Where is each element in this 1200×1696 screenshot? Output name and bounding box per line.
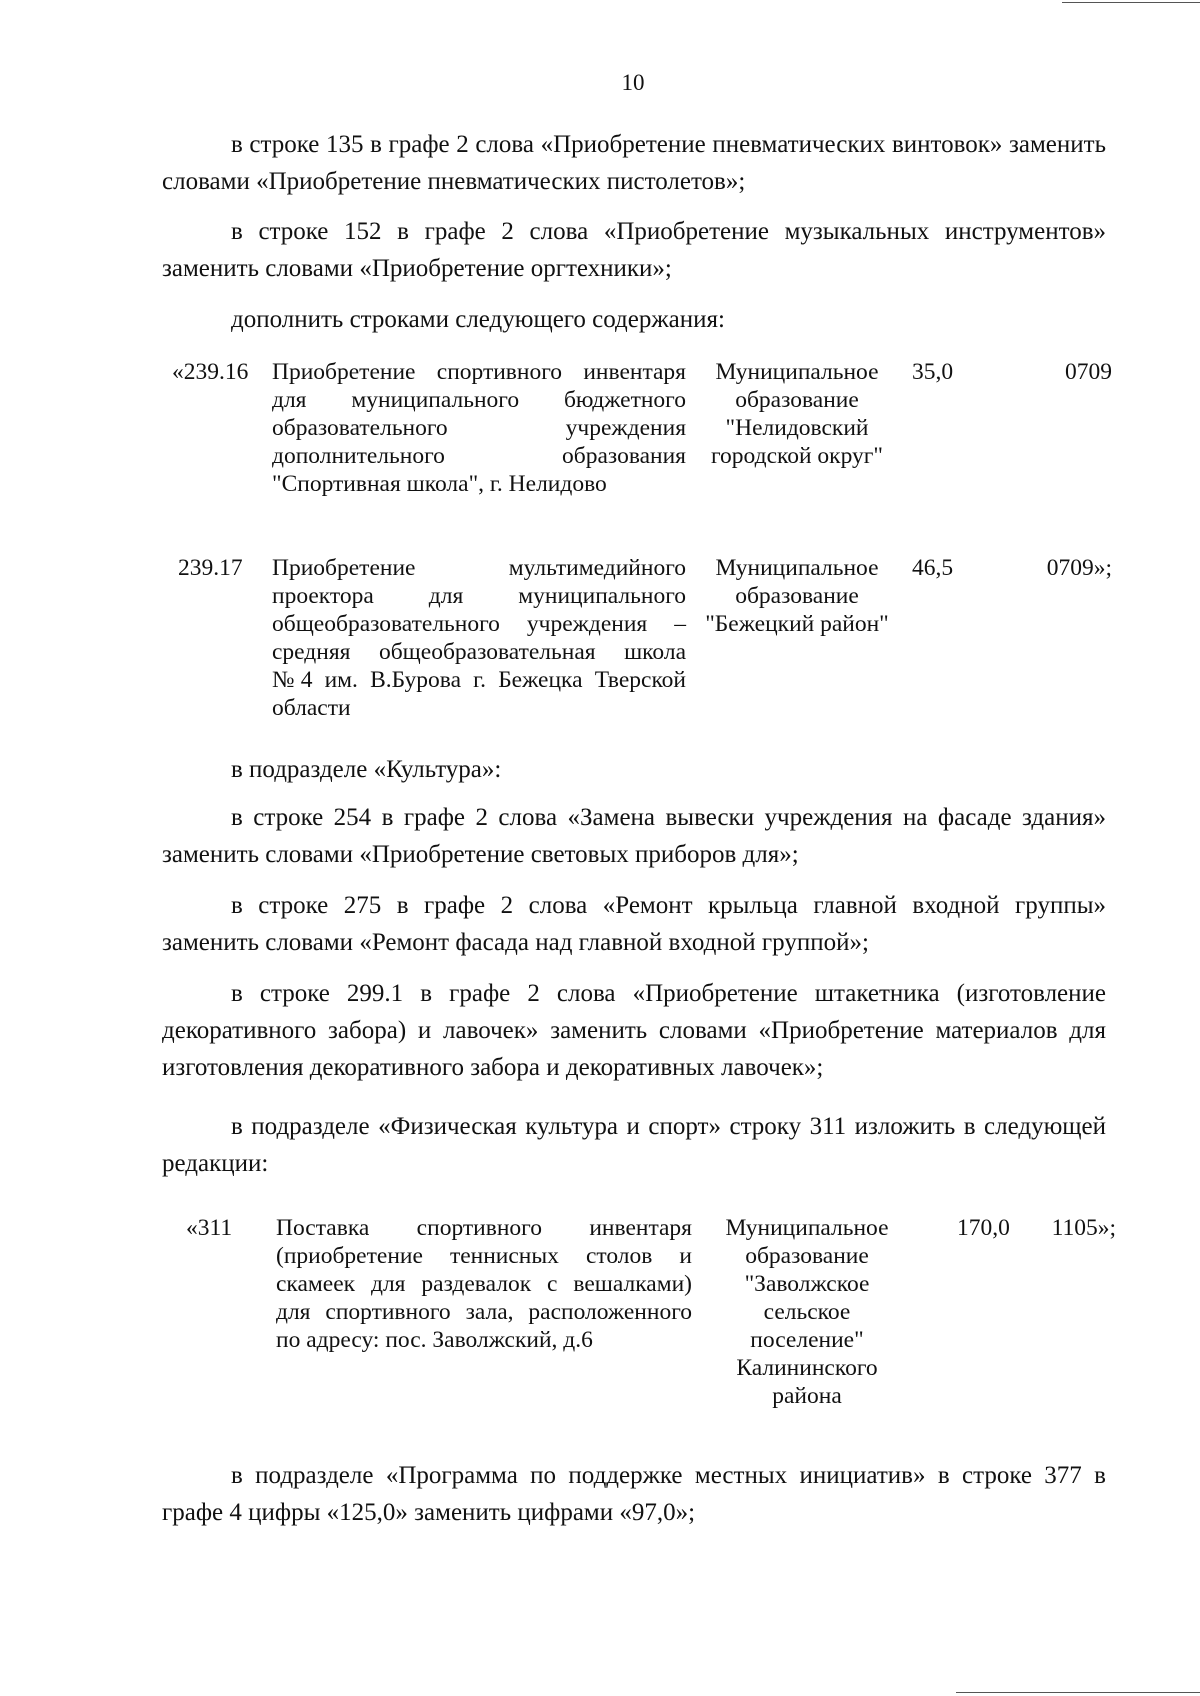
paragraph-row-299-1: в строке 299.1 в графе 2 слова «Приобретение штакетника (изготовление декоративного забора) и лавочек» заменить словами «Приобретение материалов для изготовления декоративного забора и декоративных лавочек»; — [162, 980, 1106, 1081]
organization-line: Муниципальное — [725, 1215, 889, 1241]
paragraph-row-275: в строке 275 в графе 2 слова «Ремонт крыльца главной входной группы» заменить словами «Ремонт фасада над главной входной группой»; — [162, 892, 1106, 956]
row-number: 239.17 — [178, 555, 243, 581]
row-organization — [702, 554, 892, 638]
row-organization — [712, 1214, 902, 1410]
scan-edge-bottom — [956, 1692, 1200, 1693]
organization-line: района — [772, 1383, 842, 1409]
organization-line: Муниципальное — [715, 359, 879, 385]
row-description — [276, 1214, 692, 1354]
organization-line: "Заволжское — [744, 1271, 870, 1297]
description-line: для спортивного зала, расположенного — [276, 1299, 692, 1325]
paragraph-local-initiatives: в подразделе «Программа по поддержке местных инициатив» в строке 377 в графе 4 цифры «125,0» заменить цифрами «97,0»; — [162, 1462, 1106, 1526]
page-number: 10 — [621, 70, 645, 95]
description-line: Приобретение мультимедийного — [272, 555, 686, 581]
row-amount: 170,0 — [957, 1215, 1010, 1241]
description-line: проектора для муниципального — [272, 583, 686, 609]
row-organization — [702, 358, 892, 470]
description-line: дополнительного образования — [272, 443, 686, 469]
organization-line: городской округ" — [710, 443, 884, 469]
paragraph-sport: в подразделе «Физическая культура и спорт» строку 311 изложить в следующей редакции: — [162, 1113, 1106, 1177]
row-amount: 46,5 — [912, 555, 954, 581]
paragraph-row-152: в строке 152 в графе 2 слова «Приобретение музыкальных инструментов» заменить словами «Приобретение оргтехники»; — [162, 218, 1106, 282]
description-line: общеобразовательного учреждения – — [272, 611, 686, 637]
organization-line: образование — [745, 1243, 869, 1269]
row-code: 0709 — [1065, 359, 1112, 385]
row-amount: 35,0 — [912, 359, 954, 385]
description-line: области — [272, 695, 351, 721]
description-line: (приобретение теннисных столов и — [276, 1243, 692, 1269]
organization-line: Муниципальное — [715, 555, 879, 581]
row-number: «311 — [186, 1215, 233, 1241]
description-line: по адресу: пос. Заволжский, д.6 — [276, 1327, 593, 1353]
organization-line: "Бежецкий район" — [705, 611, 889, 637]
description-line: №4 им. В.Бурова г. Бежецка Тверской — [272, 667, 686, 693]
row-code: 1105»; — [1051, 1215, 1116, 1241]
paragraph-add-rows: дополнить строками следующего содержания: — [231, 306, 725, 333]
description-line: Приобретение спортивного инвентаря — [272, 359, 686, 385]
organization-line: "Нелидовский — [725, 415, 869, 441]
description-line: скамеек для раздевалок с вешалками) — [276, 1271, 692, 1297]
row-description — [272, 358, 686, 498]
paragraph-row-254: в строке 254 в графе 2 слова «Замена вывески учреждения на фасаде здания» заменить словами «Приобретение световых приборов для»; — [162, 804, 1106, 868]
row-code: 0709»; — [1046, 555, 1112, 581]
paragraph-culture: в подразделе «Культура»: — [231, 756, 502, 783]
organization-line: поселение" — [750, 1327, 864, 1353]
row-description — [272, 554, 686, 722]
row-number: «239.16 — [172, 359, 249, 385]
description-line: Поставка спортивного инвентаря — [276, 1215, 692, 1241]
description-line: образовательного учреждения — [272, 415, 686, 441]
description-line: средняя общеобразовательная школа — [272, 639, 686, 665]
description-line: "Спортивная школа", г. Нелидово — [272, 471, 607, 497]
organization-line: Калининского — [736, 1355, 878, 1381]
organization-line: образование — [735, 583, 859, 609]
paragraph-row-135: в строке 135 в графе 2 слова «Приобретение пневматических винтовок» заменить словами «Приобретение пневматических пистолетов»; — [162, 131, 1106, 195]
description-line: для муниципального бюджетного — [272, 387, 686, 413]
scan-edge-top — [1062, 2, 1200, 3]
organization-line: сельское — [763, 1299, 851, 1325]
organization-line: образование — [735, 387, 859, 413]
